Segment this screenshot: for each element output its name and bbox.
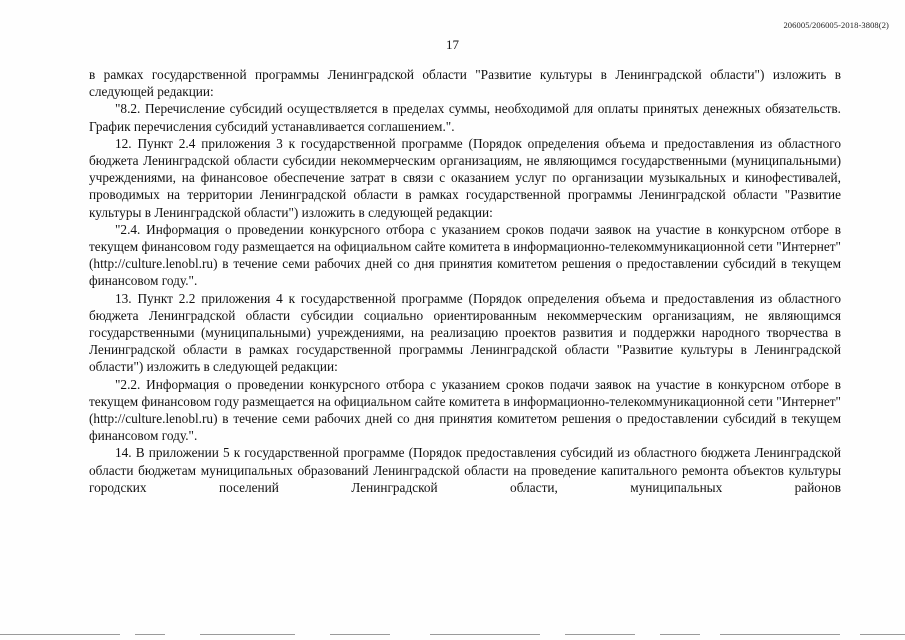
paragraph-item-12: 12. Пункт 2.4 приложения 3 к государственной программе (Порядок определения объема и предоставления из областного бюджета Ленинградской области субсидии некоммерческим организациям, не являющимся государственными (муниципальными) учреждениями, на финансовое обеспечение затрат в связи с оказанием услуг по организации музыкальных и кинофестивалей, проводимых на территории Ленинградской области в рамках государственной программы Ленинградской области "Развитие культуры в Ленинградской области") изложить в следующей редакции: [89, 135, 841, 220]
page-number: 17 [446, 37, 459, 52]
paragraph-item-13: 13. Пункт 2.2 приложения 4 к государственной программе (Порядок определения объема и предоставления из областного бюджета Ленинградской области субсидии социально ориентированным некоммерческим организациям, не являющимся государственными (муниципальными) учреждениями, на реализацию проектов развития и поддержки народного творчества в Ленинградской области в рамках государственной программы Ленинградской области "Развитие культуры в Ленинградской области") изложить в следующей редакции: [89, 290, 841, 375]
document-code: 206005/206005-2018-3808(2) [783, 20, 889, 30]
document-body [89, 66, 841, 496]
paragraph-quote-2-4: "2.4. Информация о проведении конкурсного отбора с указанием сроков подачи заявок на участие в конкурсном отборе в текущем финансовом году размещается на официальном сайте комитета в информационно-телекоммуникационной сети "Интернет" (http://culture.lenobl.ru) в течение семи рабочих дней со дня принятия комитетом решения о предоставлении субсидий в текущем финансовом году.". [89, 221, 841, 289]
paragraph-quote-8-2: "8.2. Перечисление субсидий осуществляется в пределах суммы, необходимой для оплаты принятых денежных обязательств. График перечисления субсидий устанавливается соглашением.". [89, 101, 841, 134]
paragraph-continuation: в рамках государственной программы Ленинградской области "Развитие культуры в Ленинградской области") изложить в следующей редакции: [89, 67, 841, 100]
paragraph-quote-2-2: "2.2. Информация о проведении конкурсного отбора с указанием сроков подачи заявок на участие в конкурсном отборе в текущем финансовом году размещается на официальном сайте комитета в информационно-телекоммуникационной сети "Интернет" (http://culture.lenobl.ru) в течение семи рабочих дней со дня принятия комитетом решения о предоставлении субсидий в текущем финансовом году.". [89, 376, 841, 444]
paragraph-item-14: 14. В приложении 5 к государственной программе (Порядок предоставления субсидий из областного бюджета Ленинградской области бюджетам муниципальных образований Ленинградской области на проведение капитального ремонта объектов культуры городских поселений Ленинградской области, муниципальных районов [89, 445, 841, 495]
scan-edge-marks [0, 634, 905, 640]
